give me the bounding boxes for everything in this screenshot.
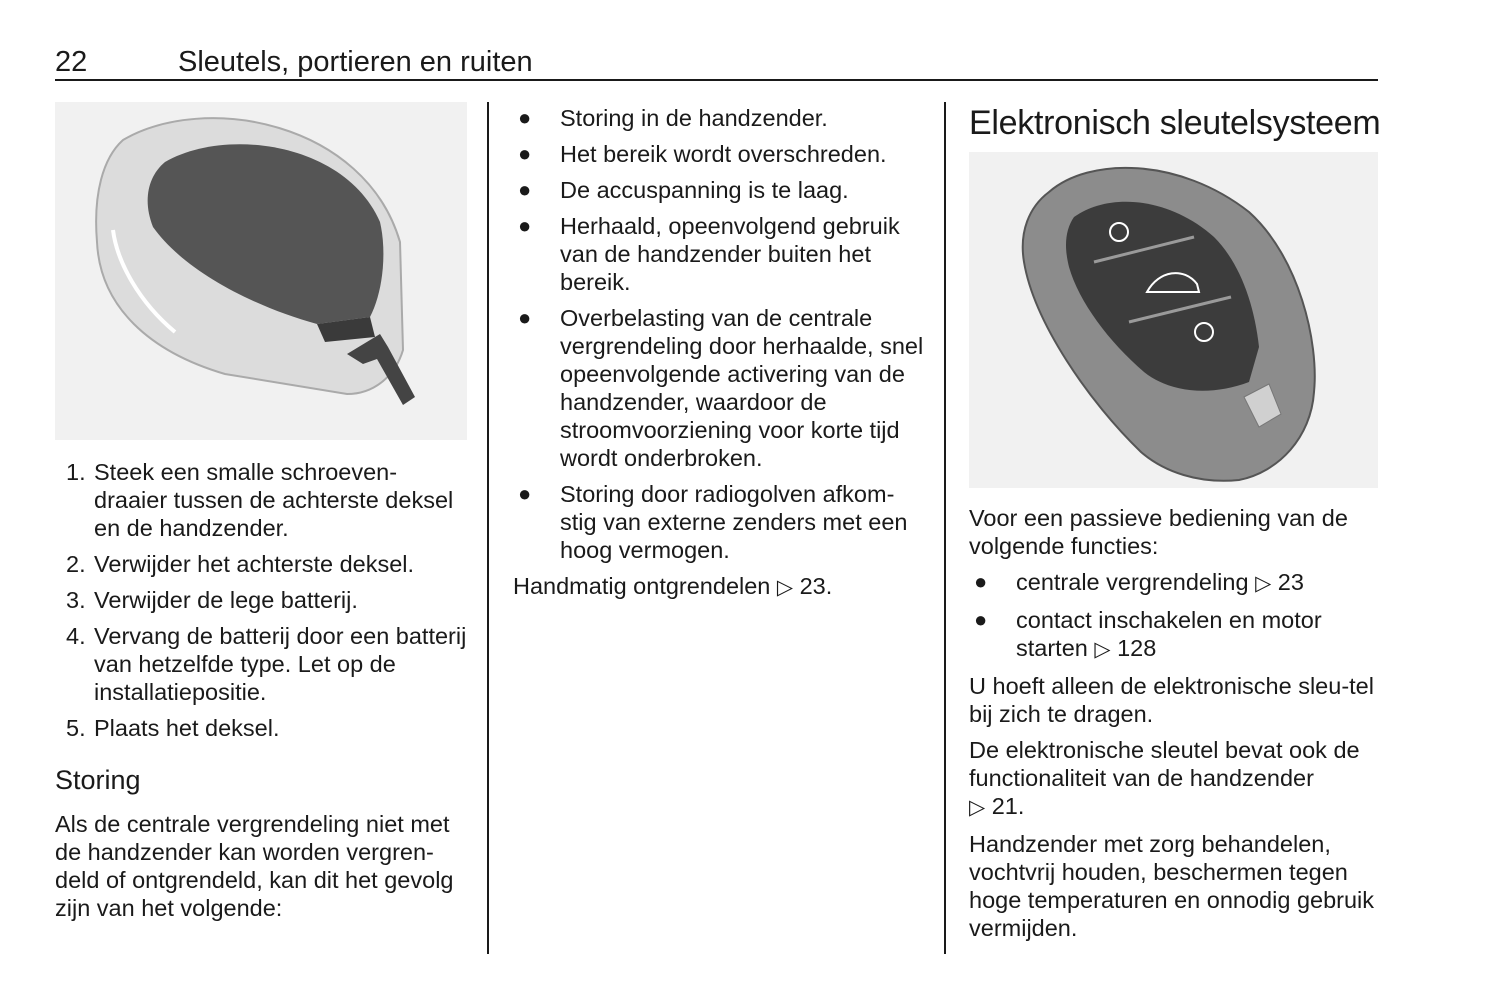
bullet-icon: ● [974, 569, 988, 594]
bullet-icon: ● [518, 105, 532, 130]
list-item-text: Storing door radiogolven afkom-stig van externe zenders met een hoog vermogen. [560, 481, 908, 563]
section-heading: Elektronisch sleutelsysteem [969, 104, 1381, 142]
page-ref[interactable]: 23 [1277, 569, 1304, 595]
functions-list [969, 568, 1381, 664]
step-item [55, 550, 467, 578]
step-number: 4. [66, 623, 86, 649]
step-text: Vervang de batterij door een batterij van hetzelfde type. Let op de installatiepositie. [94, 623, 467, 705]
manual-unlock-line [513, 572, 925, 602]
paragraph-2 [969, 736, 1381, 822]
column-divider-1 [487, 102, 489, 954]
xref-arrow-icon: ▷ [969, 796, 986, 819]
list-item [513, 176, 925, 204]
step-number: 1. [66, 459, 86, 485]
list-item-text: centrale vergrendeling [1016, 569, 1249, 595]
storing-heading: Storing [55, 765, 141, 795]
list-item [513, 304, 925, 472]
page-number: 22 [55, 46, 88, 78]
list-item [513, 104, 925, 132]
list-item [513, 140, 925, 168]
step-number: 2. [66, 551, 86, 577]
bullet-icon: ● [518, 141, 532, 166]
paragraph-3: Handzender met zorg behandelen, vochtvrij houden, beschermen tegen hoge temperaturen en onnodig gebruik vermijden. [969, 831, 1375, 941]
steps-list [55, 458, 467, 742]
xref-arrow-icon: ▷ [1255, 572, 1272, 595]
list-item [969, 568, 1381, 598]
header-rule [55, 79, 1378, 81]
list-item [513, 212, 925, 296]
column-1 [55, 102, 467, 922]
key-battery-figure [55, 102, 467, 440]
storing-paragraph: Als de centrale vergrendeling niet met de handzender kan worden vergren-deld of ontgrendeld, kan dit het gevolg zijn van het volgende: [55, 811, 454, 921]
fault-list [513, 104, 925, 564]
xref-arrow-icon: ▷ [776, 576, 794, 599]
chapter-title: Sleutels, portieren en ruiten [178, 46, 533, 78]
list-item [969, 606, 1381, 664]
column-divider-2 [944, 102, 946, 954]
step-item [55, 586, 467, 614]
column-2 [513, 104, 925, 602]
electronic-key-figure [969, 152, 1378, 488]
manual-unlock-text: Handmatig ontgrendelen [513, 573, 771, 599]
page-header [55, 44, 1378, 80]
bullet-icon: ● [518, 481, 532, 506]
list-item [513, 480, 925, 564]
column-3 [969, 102, 1381, 942]
xref-arrow-icon: ▷ [1094, 638, 1111, 661]
page-ref[interactable]: 21. [991, 793, 1025, 819]
list-item-text: De accuspanning is te laag. [560, 177, 849, 203]
step-item [55, 714, 467, 742]
step-text: Verwijder het achterste deksel. [94, 551, 415, 577]
step-text: Plaats het deksel. [94, 715, 280, 741]
list-item-text: Het bereik wordt overschreden. [560, 141, 887, 167]
bullet-icon: ● [518, 305, 532, 330]
list-item-text: Herhaald, opeenvolgend gebruik van de handzender buiten het bereik. [560, 213, 900, 295]
step-number: 3. [66, 587, 86, 613]
bullet-icon: ● [518, 213, 532, 238]
step-text: Verwijder de lege batterij. [94, 587, 358, 613]
list-item-text: Overbelasting van de centrale vergrendeling door herhaalde, snel opeenvolgende activering van de handzender, waardoor de stroomvoorziening voor korte tijd wordt onderbroken. [560, 305, 924, 471]
bullet-icon: ● [518, 177, 532, 202]
list-item-text: Storing in de handzender. [560, 105, 828, 131]
step-number: 5. [66, 715, 86, 741]
step-item [55, 622, 467, 706]
paragraph-1: U hoeft alleen de elektronische sleu-tel bij zich te dragen. [969, 673, 1374, 727]
bullet-icon: ● [974, 607, 988, 632]
step-text: Steek een smalle schroeven-draaier tussen de achterste deksel en de handzender. [94, 459, 454, 541]
page-ref[interactable]: 128 [1117, 635, 1157, 661]
manual-unlock-ref[interactable]: 23. [799, 573, 833, 599]
step-item [55, 458, 467, 542]
intro-paragraph: Voor een passieve bediening van de volgende functies: [969, 505, 1348, 559]
paragraph-2-text: De elektronische sleutel bevat ook de functionaliteit van de handzender [969, 737, 1360, 791]
list-item-text: contact inschakelen en motor starten [1016, 607, 1322, 661]
